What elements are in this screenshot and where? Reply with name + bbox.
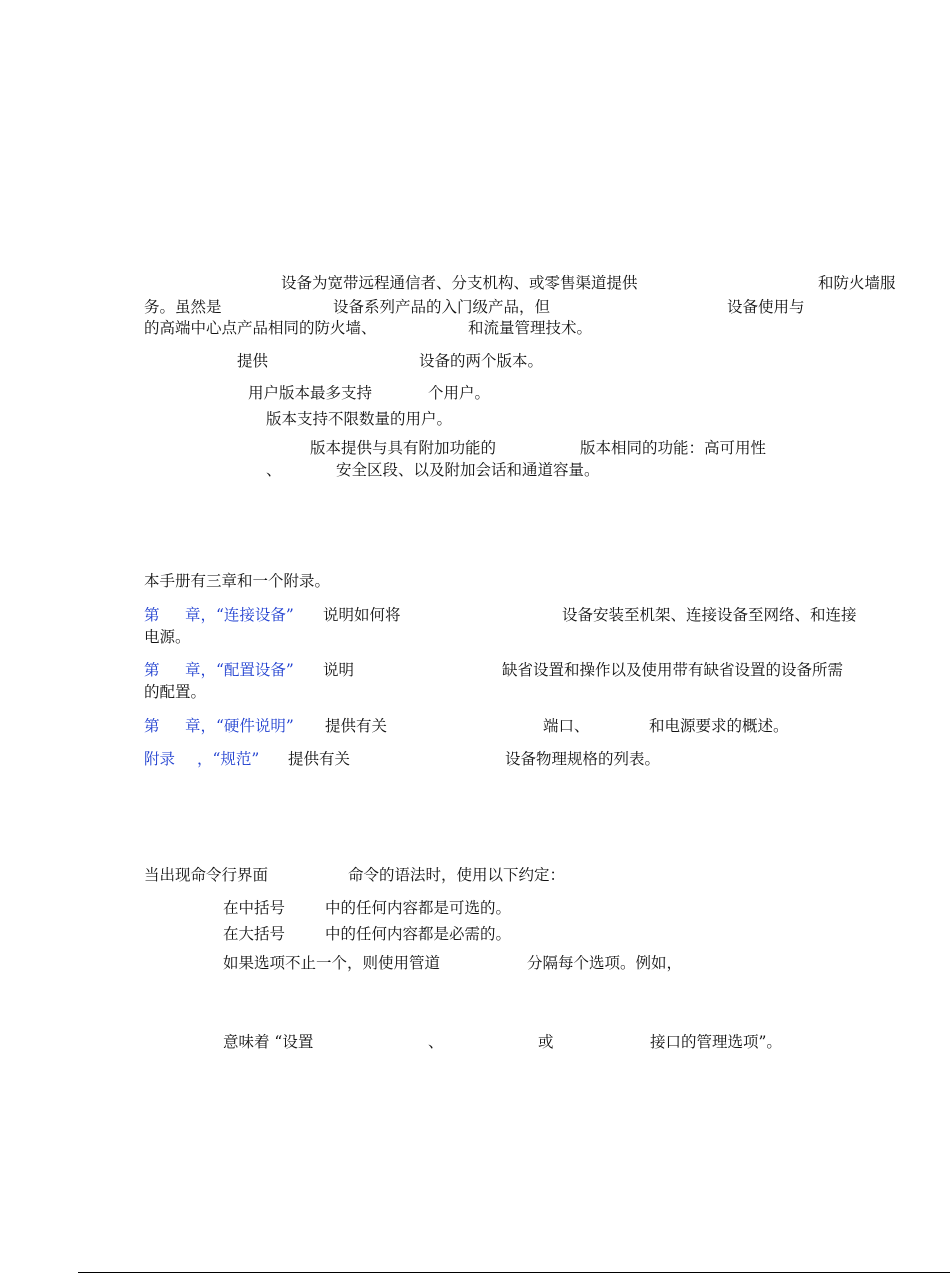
intro-text: 提供 xyxy=(237,352,269,370)
intro-text: 的高端中心点产品相同的防火墙、 xyxy=(144,319,377,337)
convention-text: 接口的管理选项”。 xyxy=(650,1033,782,1051)
chapter-desc: 说明如何将 xyxy=(323,606,401,624)
footer-rule xyxy=(78,1272,950,1273)
convention-text: 分隔每个选项。例如， xyxy=(527,954,683,972)
convention-text: 、 xyxy=(428,1033,444,1051)
intro-text: 务。虽然是 xyxy=(144,298,222,316)
appendix-link[interactable]: ，“规范” xyxy=(197,750,260,768)
chapter-2-link[interactable]: 第 xyxy=(144,661,160,679)
intro-text: 设备系列产品的入门级产品，但 xyxy=(333,298,551,316)
chapter-desc: 和电源要求的概述。 xyxy=(649,717,789,735)
chapter-desc: 电源。 xyxy=(144,628,191,646)
chapter-3-link[interactable]: 章，“硬件说明” xyxy=(185,717,294,735)
chapter-desc: 提供有关 xyxy=(325,717,388,735)
convention-text: 或 xyxy=(538,1033,554,1051)
appendix-desc: 提供有关 xyxy=(288,750,351,768)
version-text: 版本提供与具有附加功能的 xyxy=(310,439,497,457)
version-text: 个用户。 xyxy=(428,384,491,402)
convention-text: 如果选项不止一个，则使用管道 xyxy=(223,954,441,972)
chapter-3-link[interactable]: 第 xyxy=(144,717,160,735)
conventions-text: 当出现命令行界面 xyxy=(144,866,269,884)
version-text: 版本相同的功能：高可用性 xyxy=(580,439,767,457)
conventions-text: 命令的语法时，使用以下约定： xyxy=(348,866,566,884)
convention-text: 中的任何内容都是必需的。 xyxy=(325,925,512,943)
chapter-1-link[interactable]: 第 xyxy=(144,606,160,624)
manual-intro-text: 本手册有三章和一个附录。 xyxy=(144,572,331,590)
chapter-desc: 端口、 xyxy=(543,717,590,735)
appendix-link[interactable]: 附录 xyxy=(144,750,176,768)
version-text: 版本支持不限数量的用户。 xyxy=(266,410,453,428)
appendix-desc: 设备物理规格的列表。 xyxy=(505,750,661,768)
intro-text: 设备的两个版本。 xyxy=(419,352,544,370)
intro-text: 设备为宽带远程通信者、分支机构、或零售渠道提供 xyxy=(281,274,638,292)
version-text: 、 xyxy=(266,461,282,479)
chapter-2-link[interactable]: 章，“配置设备” xyxy=(185,661,294,679)
version-text: 安全区段、以及附加会话和通道容量。 xyxy=(336,461,600,479)
convention-text: 在大括号 xyxy=(223,925,286,943)
version-text: 用户版本最多支持 xyxy=(248,384,373,402)
intro-text: 和流量管理技术。 xyxy=(468,319,593,337)
chapter-desc: 的配置。 xyxy=(144,683,207,701)
chapter-desc: 缺省设置和操作以及使用带有缺省设置的设备所需 xyxy=(502,661,844,679)
intro-text: 和防火墙服 xyxy=(818,274,896,292)
chapter-1-link[interactable]: 章，“连接设备” xyxy=(185,606,294,624)
convention-text: 中的任何内容都是可选的。 xyxy=(325,899,512,917)
convention-text: 在中括号 xyxy=(223,899,286,917)
chapter-desc: 设备安装至机架、连接设备至网络、和连接 xyxy=(562,606,857,624)
intro-text: 设备使用与 xyxy=(727,298,805,316)
convention-text: 意味着 “设置 xyxy=(223,1033,314,1051)
chapter-desc: 说明 xyxy=(323,661,355,679)
